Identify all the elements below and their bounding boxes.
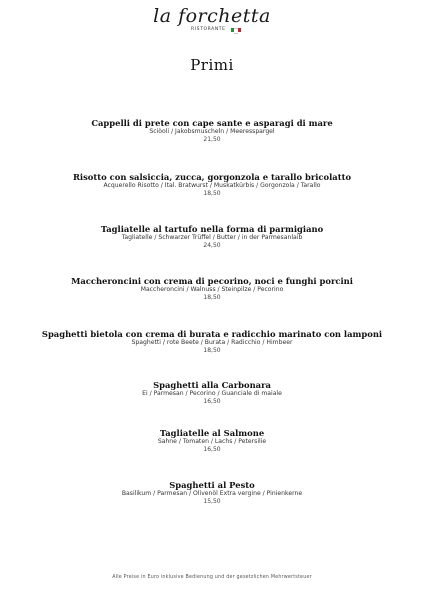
logo-wordmark: la forchetta	[153, 5, 271, 27]
dish-item	[0, 118, 424, 144]
italian-flag-icon	[231, 28, 241, 32]
dish-description: Tagliatelle / Schwarzer Trüffel / Butter / in der Parmesanlaib	[121, 234, 303, 241]
dish-description: Ei / Parmesan / Pecorino / Guanciale di maiale	[142, 390, 282, 397]
dish-item	[0, 276, 424, 302]
dish-name: Tagliatelle al Salmone	[159, 428, 265, 438]
dish-description: Spaghetti / rote Beete / Burata / Radicchio / Himbeer	[131, 339, 293, 346]
dish-price: 15,50	[203, 498, 221, 505]
dish-item	[0, 172, 424, 198]
restaurant-logo	[0, 6, 424, 35]
logo-subtitle: RISTORANTE	[191, 27, 226, 32]
dish-description: Basilikum / Parmesan / Olivenöl Extra vergine / Pinienkerne	[121, 490, 303, 497]
dish-description: Sahne / Tomaten / Lachs / Petersilie	[157, 438, 267, 445]
dish-item	[0, 224, 424, 250]
dish-name: Tagliatelle al tartufo nella forma di parmigiano	[100, 224, 324, 234]
dish-item	[0, 428, 424, 454]
dish-item	[0, 480, 424, 506]
dish-price: 18,50	[203, 190, 221, 197]
dish-price: 16,50	[203, 398, 221, 405]
dish-price: 24,50	[203, 242, 221, 249]
dish-description: Maccheroncini / Walnuss / Steinpilze / Pecorino	[140, 286, 284, 293]
dish-item	[0, 380, 424, 406]
dish-price: 16,50	[203, 446, 221, 453]
dish-price: 18,50	[203, 347, 221, 354]
price-footnote: Alle Preise in Euro inklusive Bedienung und der gesetzlichen Mehrwertsteuer	[112, 575, 312, 580]
dish-description: Acquerello Risotto / Ital. Bratwurst / Muskatkürbis / Gorgonzola / Tarallo	[103, 182, 321, 189]
section-title: Primi	[190, 56, 234, 74]
dish-name: Spaghetti al Pesto	[169, 480, 255, 490]
dish-price: 21,50	[203, 136, 221, 143]
logo-subtitle-row	[177, 27, 247, 35]
dish-price: 18,50	[203, 294, 221, 301]
dish-name: Spaghetti bietola con crema di burata e radicchio marinato con lamponi	[41, 329, 383, 339]
dish-item	[0, 329, 424, 355]
dish-name: Risotto con salsiccia, zucca, gorgonzola e tarallo bricolatto	[72, 172, 352, 182]
dish-description: Sciòoli / Jakobsmuscheln / Meeresspargel	[149, 128, 275, 135]
dish-name: Maccheroncini con crema di pecorino, noci e funghi porcini	[71, 276, 353, 286]
dish-name: Cappelli di prete con cape sante e asparagi di mare	[91, 118, 333, 128]
dish-name: Spaghetti alla Carbonara	[153, 380, 271, 390]
